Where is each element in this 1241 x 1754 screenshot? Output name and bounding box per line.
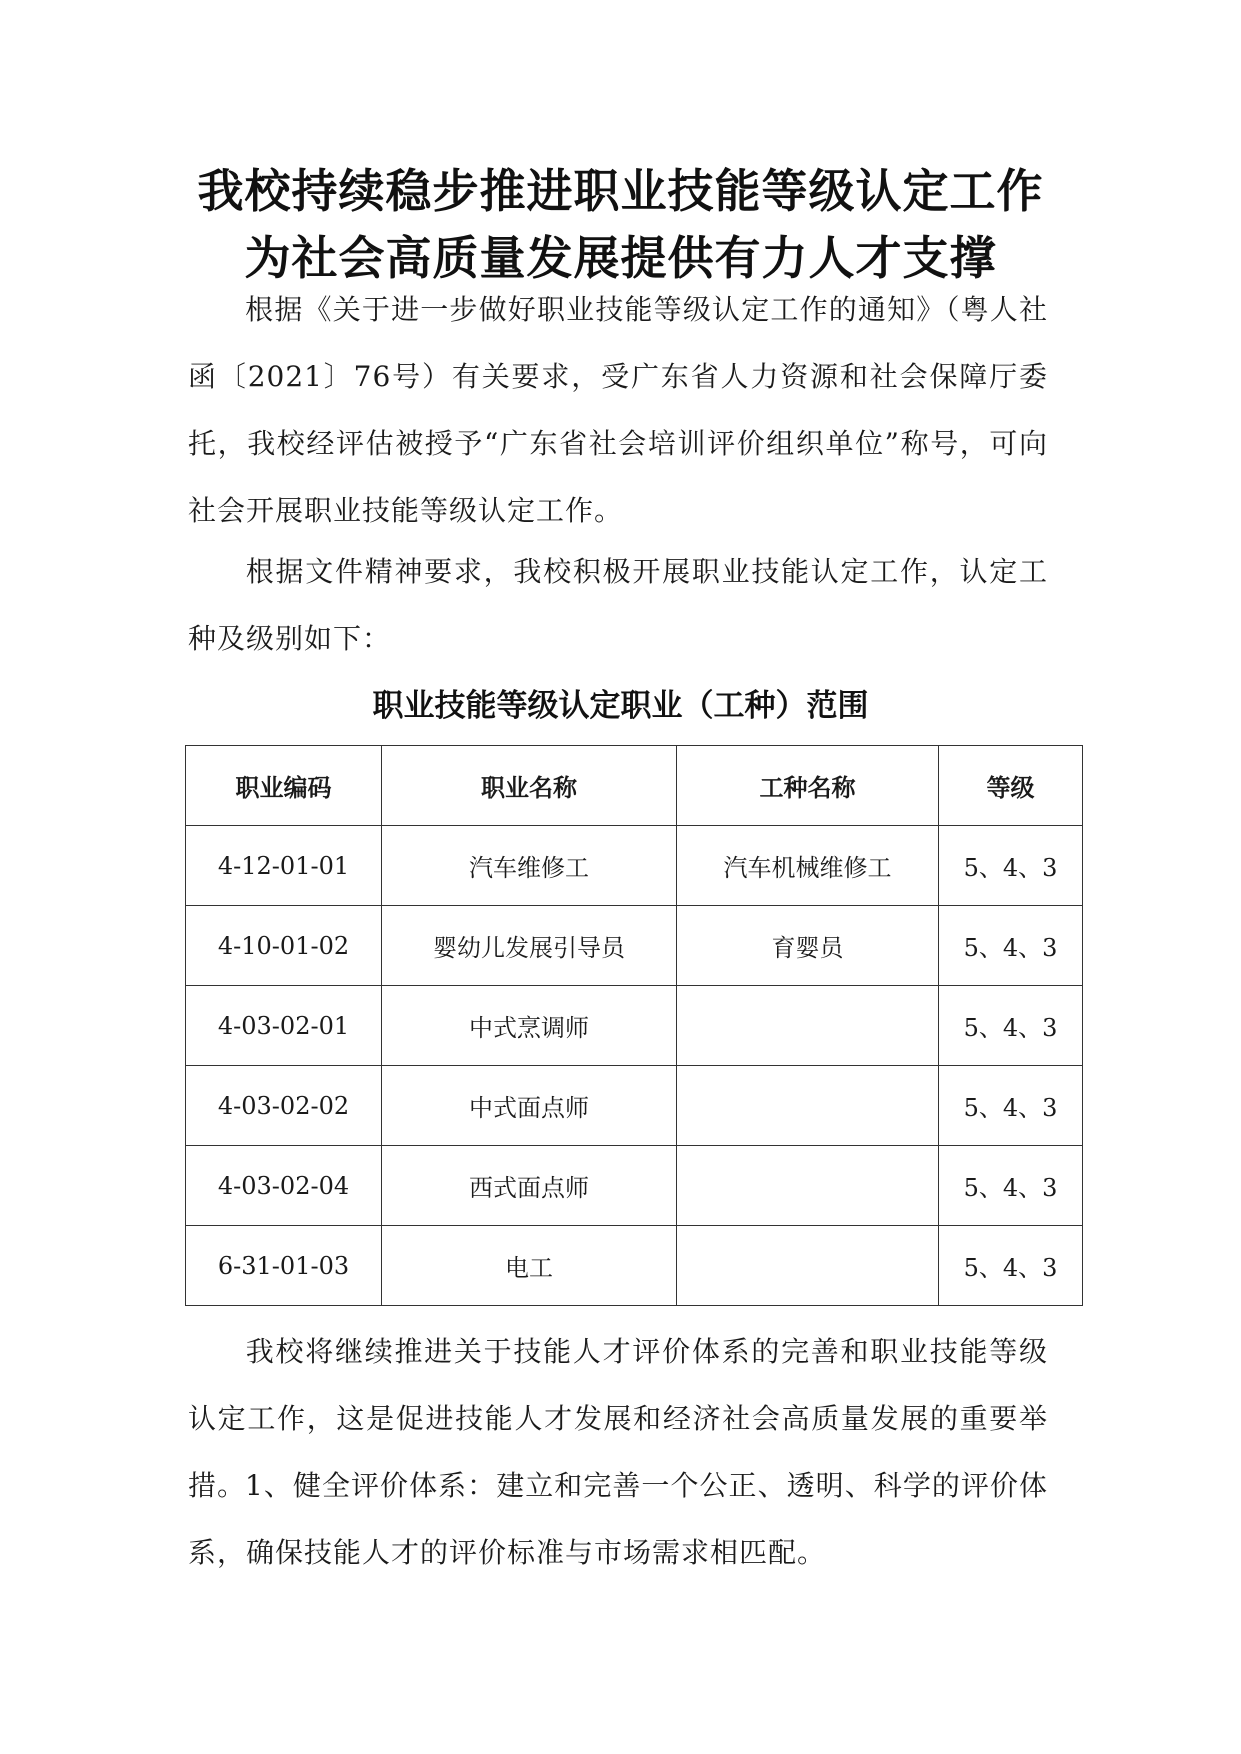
cell-code: 4-03-02-04 xyxy=(186,1146,382,1226)
cell-code: 4-10-01-02 xyxy=(186,906,382,986)
cell-code: 4-03-02-02 xyxy=(186,1066,382,1146)
table-row xyxy=(186,826,1083,906)
header-work-type: 工种名称 xyxy=(677,746,939,826)
paragraph-point-1-text: 1、健全评价体系：建立和完善一个公正、透明、科学的评价体系，确保技能人才的评价标准与市场需求相匹配。 xyxy=(188,1469,1048,1569)
paragraph-intro-text: 根据《关于进一步做好职业技能等级认定工作的通知》（粤人社函〔2021〕76号）有关要求，受广东省人力资源和社会保障厅委托，我校经评估被授予“广东省社会培训评价组织单位”称号，可向社会开展职业技能等级认定工作。 xyxy=(188,293,1048,527)
cell-occupation: 西式面点师 xyxy=(382,1146,677,1226)
header-code: 职业编码 xyxy=(186,746,382,826)
paragraph-point-1 xyxy=(188,1452,1048,1586)
cell-level: 5、4、3 xyxy=(939,1066,1083,1146)
cell-occupation: 汽车维修工 xyxy=(382,826,677,906)
cell-work-type: 汽车机械维修工 xyxy=(677,826,939,906)
cell-level: 5、4、3 xyxy=(939,986,1083,1066)
cell-occupation: 中式面点师 xyxy=(382,1066,677,1146)
cell-work-type xyxy=(677,1226,939,1306)
table-header-row xyxy=(186,746,1083,826)
cell-level: 5、4、3 xyxy=(939,1146,1083,1226)
table-row xyxy=(186,1066,1083,1146)
cell-code: 4-12-01-01 xyxy=(186,826,382,906)
cell-work-type xyxy=(677,986,939,1066)
cell-occupation: 电工 xyxy=(382,1226,677,1306)
table-row xyxy=(186,906,1083,986)
paragraph-intro xyxy=(188,276,1048,544)
cell-work-type xyxy=(677,1066,939,1146)
table-row xyxy=(186,986,1083,1066)
title-line-2: 为社会高质量发展提供有力人才支撑 xyxy=(244,231,997,285)
cell-occupation: 婴幼儿发展引导员 xyxy=(382,906,677,986)
cell-level: 5、4、3 xyxy=(939,906,1083,986)
cell-level: 5、4、3 xyxy=(939,826,1083,906)
header-occupation: 职业名称 xyxy=(382,746,677,826)
table-row xyxy=(186,1146,1083,1226)
cell-code: 4-03-02-01 xyxy=(186,986,382,1066)
paragraph-continue-text: 我校将继续推进关于技能人才评价体系的完善和职业技能等级认定工作，这是促进技能人才发展和经济社会高质量发展的重要举措。 xyxy=(188,1335,1048,1502)
header-level: 等级 xyxy=(939,746,1083,826)
cell-occupation: 中式烹调师 xyxy=(382,986,677,1066)
title-line-1: 我校持续稳步推进职业技能等级认定工作 xyxy=(197,164,1044,218)
cell-level: 5、4、3 xyxy=(939,1226,1083,1306)
paragraph-scope-text: 根据文件精神要求，我校积极开展职业技能认定工作，认定工种及级别如下： xyxy=(188,555,1048,655)
cell-code: 6-31-01-03 xyxy=(186,1226,382,1306)
paragraph-scope xyxy=(188,538,1048,672)
cell-work-type: 育婴员 xyxy=(677,906,939,986)
cell-work-type xyxy=(677,1146,939,1226)
table-title: 职业技能等级认定职业（工种）范围 xyxy=(372,688,869,724)
occupation-table xyxy=(185,745,1083,1306)
table-row xyxy=(186,1226,1083,1306)
